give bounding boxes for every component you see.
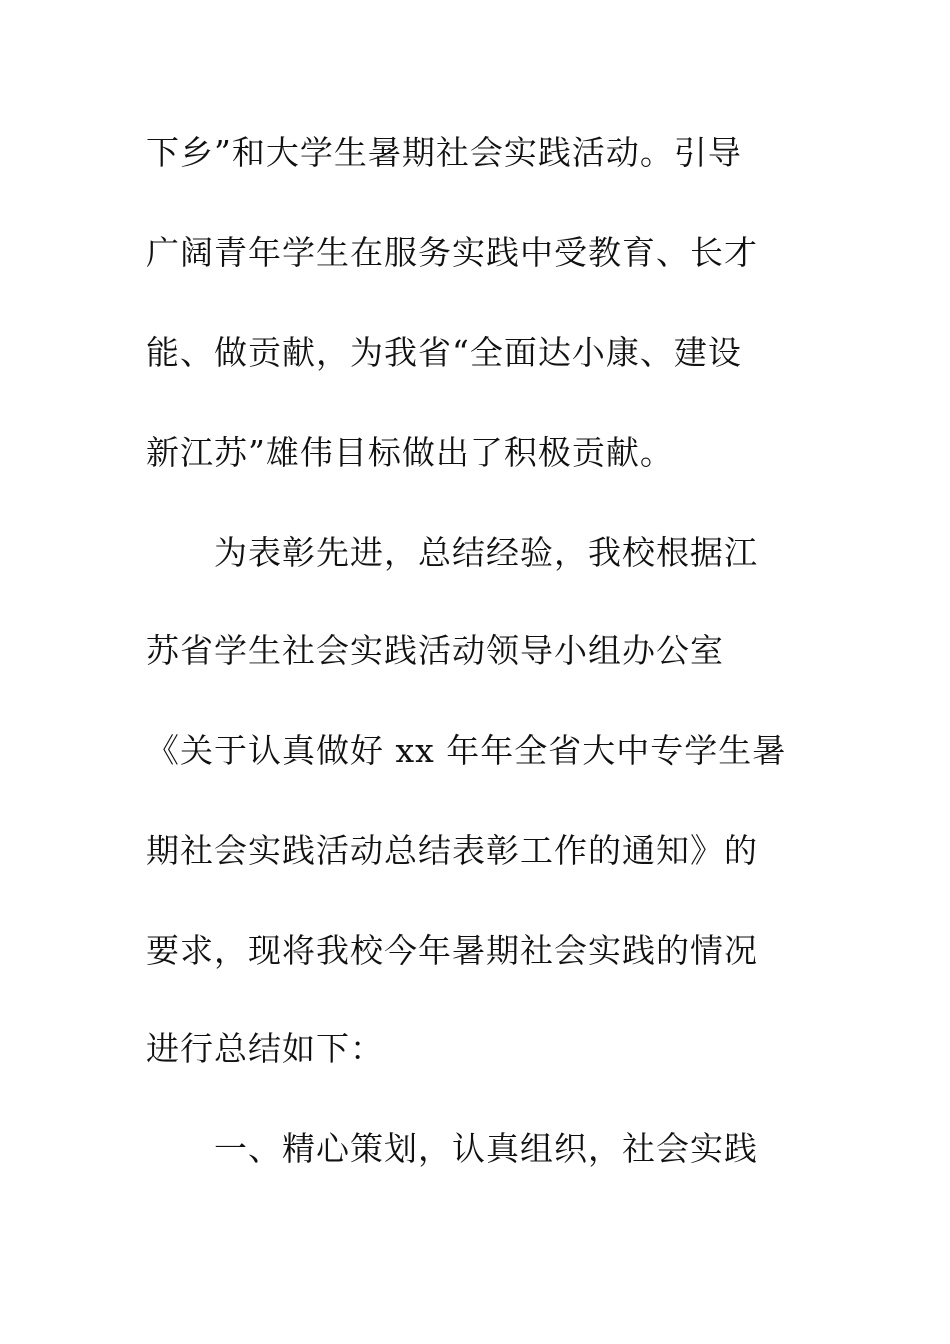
paragraph-line-3: 能、做贡献，为我省“全面达小康、建设 <box>146 333 742 372</box>
paragraph-line-2: 广阔青年学生在服务实践中受教育、长才 <box>146 233 758 272</box>
paragraph-line-7: 《关于认真做好 xx 年年全省大中专学生暑 <box>146 731 787 770</box>
paragraph-line-6: 苏省学生社会实践活动领导小组办公室 <box>146 631 724 670</box>
paragraph-line-1: 下乡”和大学生暑期社会实践活动。引导 <box>146 133 742 172</box>
paragraph-line-4: 新江苏”雄伟目标做出了积极贡献。 <box>146 433 674 472</box>
paragraph-line-5: 为表彰先进，总结经验，我校根据江 <box>214 533 758 572</box>
paragraph-line-10: 进行总结如下： <box>146 1029 384 1068</box>
section-heading-line: 一、精心策划，认真组织，社会实践 <box>214 1129 758 1168</box>
paragraph-line-9: 要求，现将我校今年暑期社会实践的情况 <box>146 931 758 970</box>
paragraph-line-8: 期社会实践活动总结表彰工作的通知》的 <box>146 831 758 870</box>
